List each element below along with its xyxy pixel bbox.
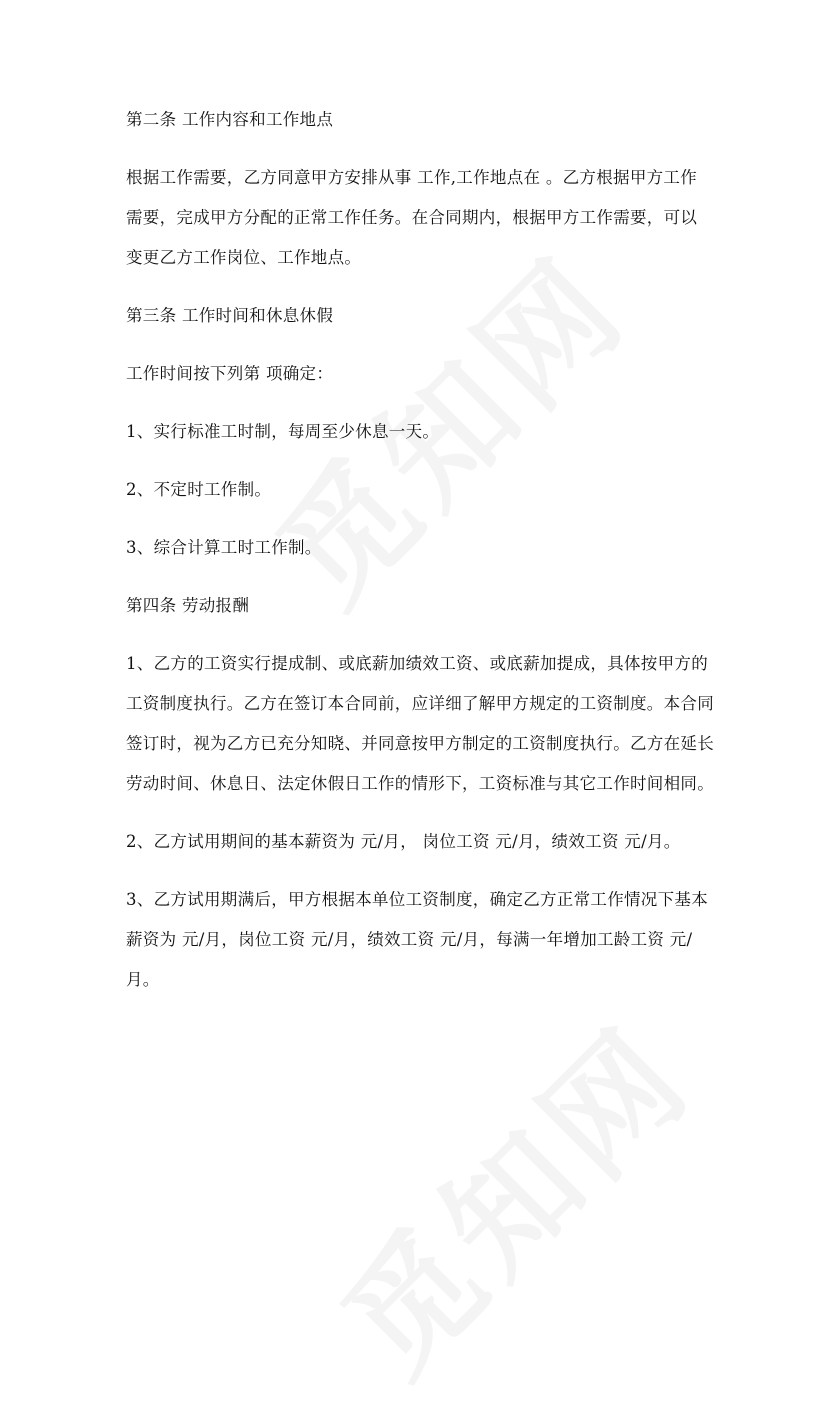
text-line: 1、乙方的工资实行提成制、或底薪加绩效工资、或底薪加提成，具体按甲方的	[126, 654, 708, 673]
watermark	[295, 979, 724, 1408]
article-4-paragraph-3	[126, 880, 716, 1000]
text-line: 月。	[126, 970, 160, 989]
text-line: 需要，完成甲方分配的正常工作任务。在合同期内，根据甲方工作需要，可以	[126, 208, 698, 227]
article-4-paragraph-2: 2、乙方试用期间的基本薪资为 元/月， 岗位工资 元/月，绩效工资 元/月。	[126, 832, 681, 851]
text-line: 变更乙方工作岗位、工作地点。	[126, 248, 362, 267]
text-line: 劳动时间、休息日、法定休假日工作的情形下，工资标准与其它工作时间相同。	[126, 774, 714, 793]
text-line: 3、乙方试用期满后，甲方根据本单位工资制度，确定乙方正常工作情况下基本	[126, 890, 708, 909]
text-line: 工资制度执行。乙方在签订本合同前，应详细了解甲方规定的工资制度。本合同	[126, 694, 714, 713]
article-4-paragraph-1	[126, 644, 716, 804]
article-3-intro: 工作时间按下列第 项确定：	[126, 364, 334, 383]
article-3-item-1: 1、实行标准工时制，每周至少休息一天。	[126, 422, 440, 441]
article-3-item-3: 3、综合计算工时工作制。	[126, 538, 322, 557]
text-line: 薪资为 元/月，岗位工资 元/月，绩效工资 元/月，每满一年增加工龄工资 元/	[126, 930, 693, 949]
article-4-title: 第四条 劳动报酬	[126, 596, 250, 615]
text-line: 签订时，视为乙方已充分知晓、并同意按甲方制定的工资制度执行。乙方在延长	[126, 734, 714, 753]
article-2-title: 第二条 工作内容和工作地点	[126, 110, 334, 129]
text-line: 根据工作需要，乙方同意甲方安排从事 工作,工作地点在 。乙方根据甲方工作	[126, 168, 698, 187]
article-2-paragraph	[126, 158, 716, 278]
article-3-item-2: 2、不定时工作制。	[126, 480, 272, 499]
document-body	[126, 100, 716, 1018]
article-3-title: 第三条 工作时间和休息休假	[126, 306, 334, 325]
